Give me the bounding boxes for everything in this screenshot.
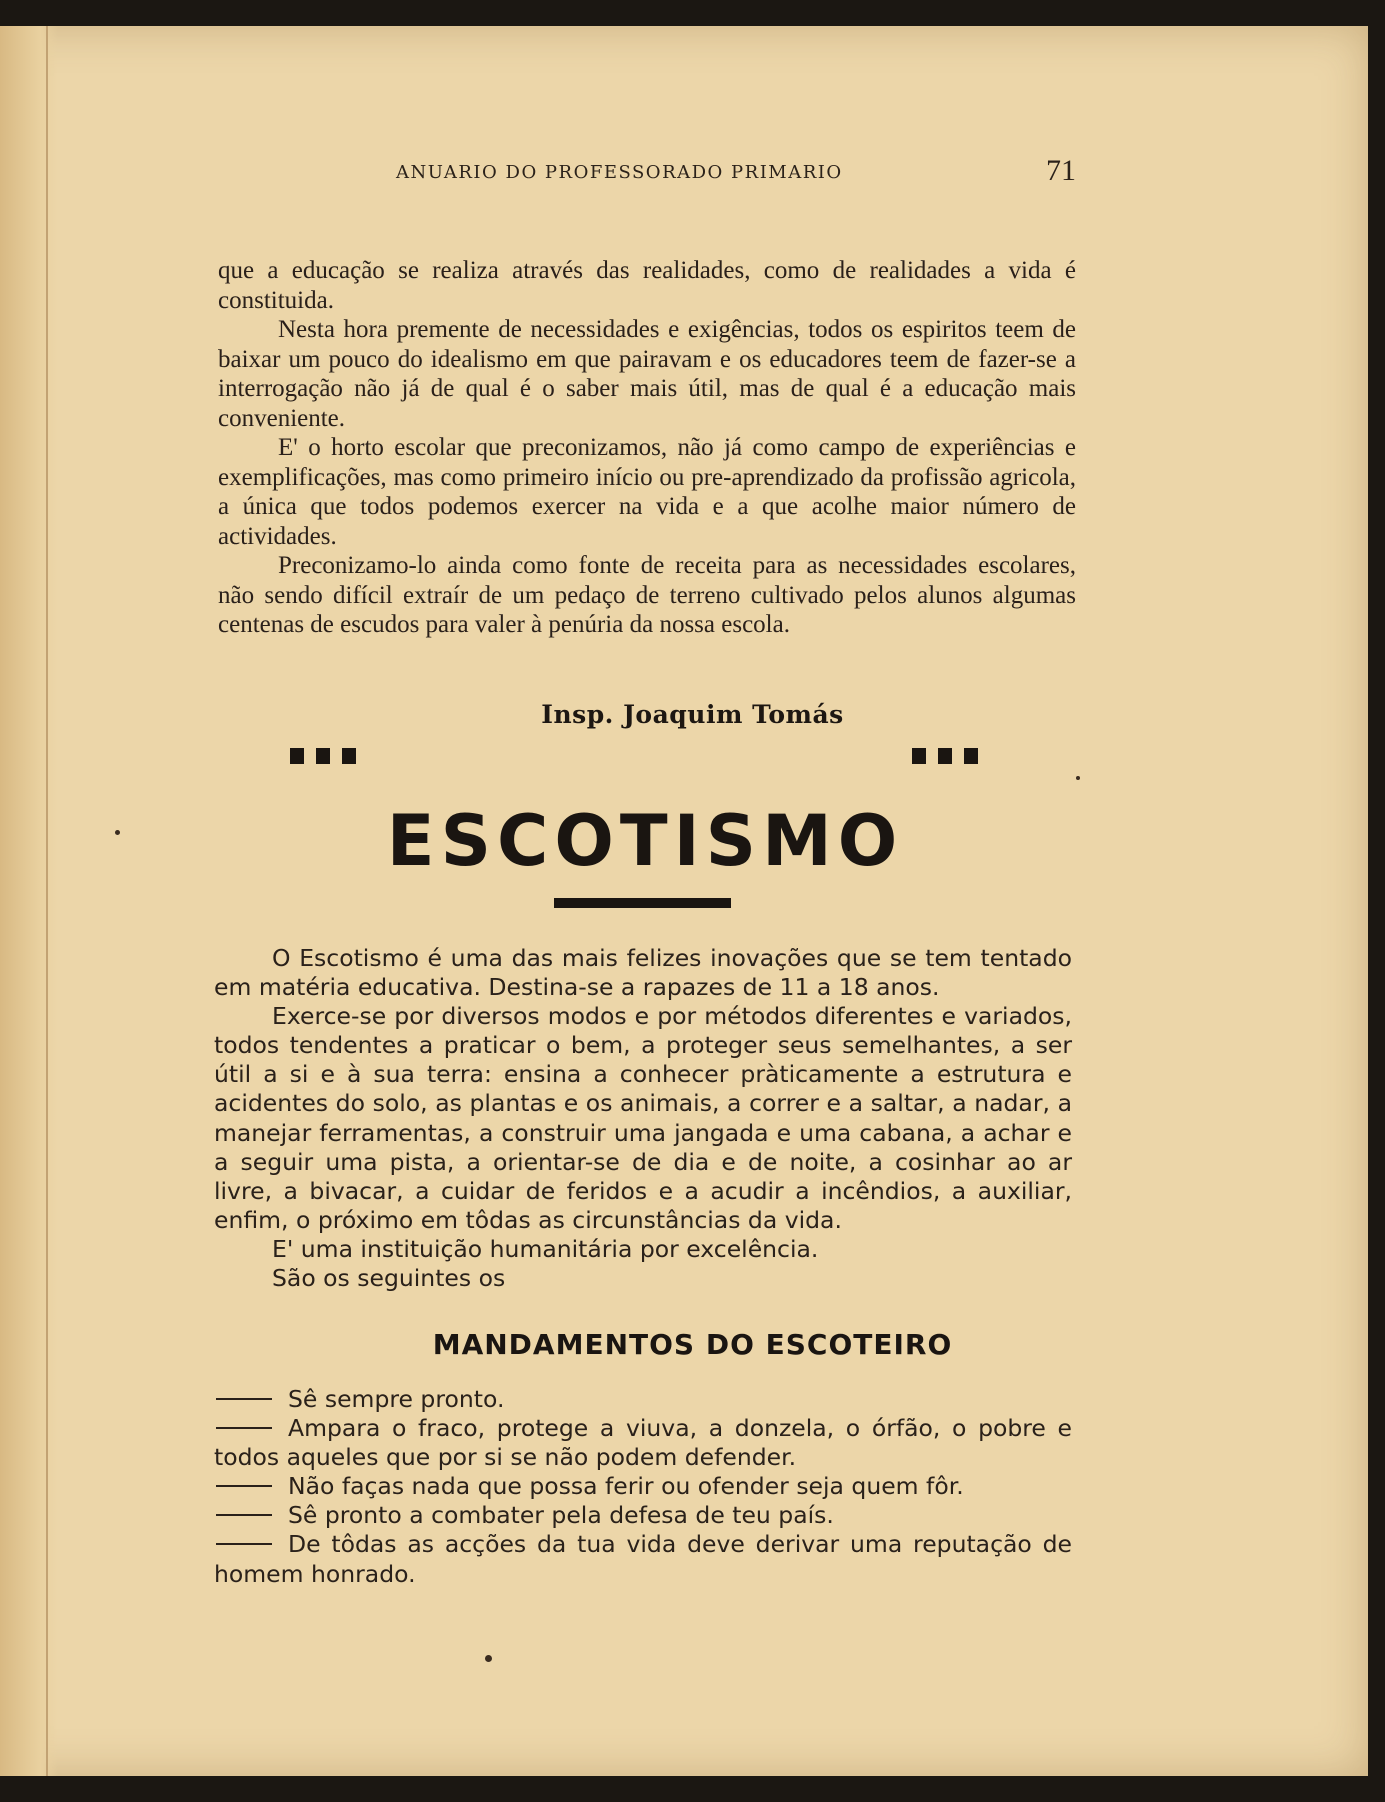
dash-marker (216, 1543, 272, 1545)
paragraph: O Escotismo é uma das mais felizes inovações que se tem tentado em matéria educativa. Destina-se a rapazes de 11 a 18 anos. (214, 944, 1072, 1002)
paper-speck (485, 1655, 492, 1662)
commandments-list (214, 1385, 1072, 1589)
title-underline-rule (554, 898, 731, 908)
commandment-item (214, 1414, 1072, 1472)
article-horto-escolar (218, 256, 1076, 640)
ornament-square (964, 748, 978, 764)
paragraph: São os seguintes os (272, 1264, 506, 1293)
ornament-squares-left (290, 748, 356, 764)
ornament-square (912, 748, 926, 764)
paper-speck (1076, 776, 1080, 780)
paragraph: E' o horto escolar que preconizamos, não já como campo de experiências e exemplificações, mas como primeiro início ou pre-aprendizado da profissão agricola, a única que todos podemos exercer na vida e a que acolhe maior número de actividades. (218, 434, 1076, 550)
ornament-squares-right (912, 748, 978, 764)
commandment-item (214, 1501, 1072, 1530)
commandment-text: Sê pronto a combater pela defesa de teu país. (288, 1501, 834, 1530)
paragraph: Preconizamo-lo ainda como fonte de receita para as necessidades escolares, não sendo difícil extraír de um pedaço de terreno cultivado pelos alunos algumas centenas de escudos para valer à penúria da nossa escola. (218, 552, 1076, 638)
binding-gutter (46, 26, 48, 1776)
dash-marker (216, 1485, 272, 1487)
paragraph: E' uma instituição humanitária por excelência. (272, 1234, 819, 1263)
paper-speck (115, 830, 120, 835)
article-title: ESCOTISMO (386, 800, 904, 882)
dash-marker (216, 1398, 272, 1400)
paragraph: Nesta hora premente de necessidades e exigências, todos os espiritos teem de baixar um pouco do idealismo em que pairavam e os educadores teem de fazer-se a interrogação não já de qual é o saber mais útil, mas de qual é a educação mais conveniente. (218, 316, 1076, 432)
ornament-square (342, 748, 356, 764)
page-header (216, 148, 1076, 188)
paragraph: Exerce-se por diversos modos e por métodos diferentes e variados, todos tendentes a praticar o bem, a proteger seus semelhantes, a ser útil a si e à sua terra: ensina a conhecer pràticamente a estrutura e acidentes do solo, as plantas e os animais, a correr e a saltar, a nadar, a manejar ferramentas, a construir uma jangada e uma cabana, a achar e a seguir uma pista, a orientar-se de dia e de noite, a cosinhar ao ar livre, a bivacar, a cuidar de feridos e a acudir a incêndios, a auxiliar, enfim, o próximo em tôdas as circunstâncias da vida. (214, 1002, 1072, 1234)
commandment-text: Ampara o fraco, protege a viuva, a donzela, o órfão, o pobre e todos aqueles que por si se não podem defender. (214, 1414, 1072, 1472)
ornament-square (290, 748, 304, 764)
ornament-square (316, 748, 330, 764)
paragraph: que a educação se realiza através das realidades, como de realidades a vida é constituida. (218, 257, 1076, 314)
author-signature: Insp. Joaquim Tomás (541, 700, 844, 729)
dash-marker (216, 1514, 272, 1516)
commandment-item (214, 1530, 1072, 1588)
running-title: ANUARIO DO PROFESSORADO PRIMARIO (396, 162, 843, 183)
dash-marker (216, 1427, 272, 1429)
page-number: 71 (1046, 154, 1076, 187)
section-subheading: MANDAMENTOS DO ESCOTEIRO (432, 1328, 953, 1361)
commandment-text: De tôdas as acções da tua vida deve derivar uma reputação de homem honrado. (214, 1530, 1072, 1588)
commandment-item (214, 1472, 1072, 1501)
commandment-item (214, 1385, 1072, 1414)
commandment-text: Não faças nada que possa ferir ou ofender seja quem fôr. (288, 1472, 964, 1501)
ornament-square (938, 748, 952, 764)
article-escotismo (214, 944, 1072, 1293)
commandment-text: Sê sempre pronto. (288, 1385, 505, 1413)
